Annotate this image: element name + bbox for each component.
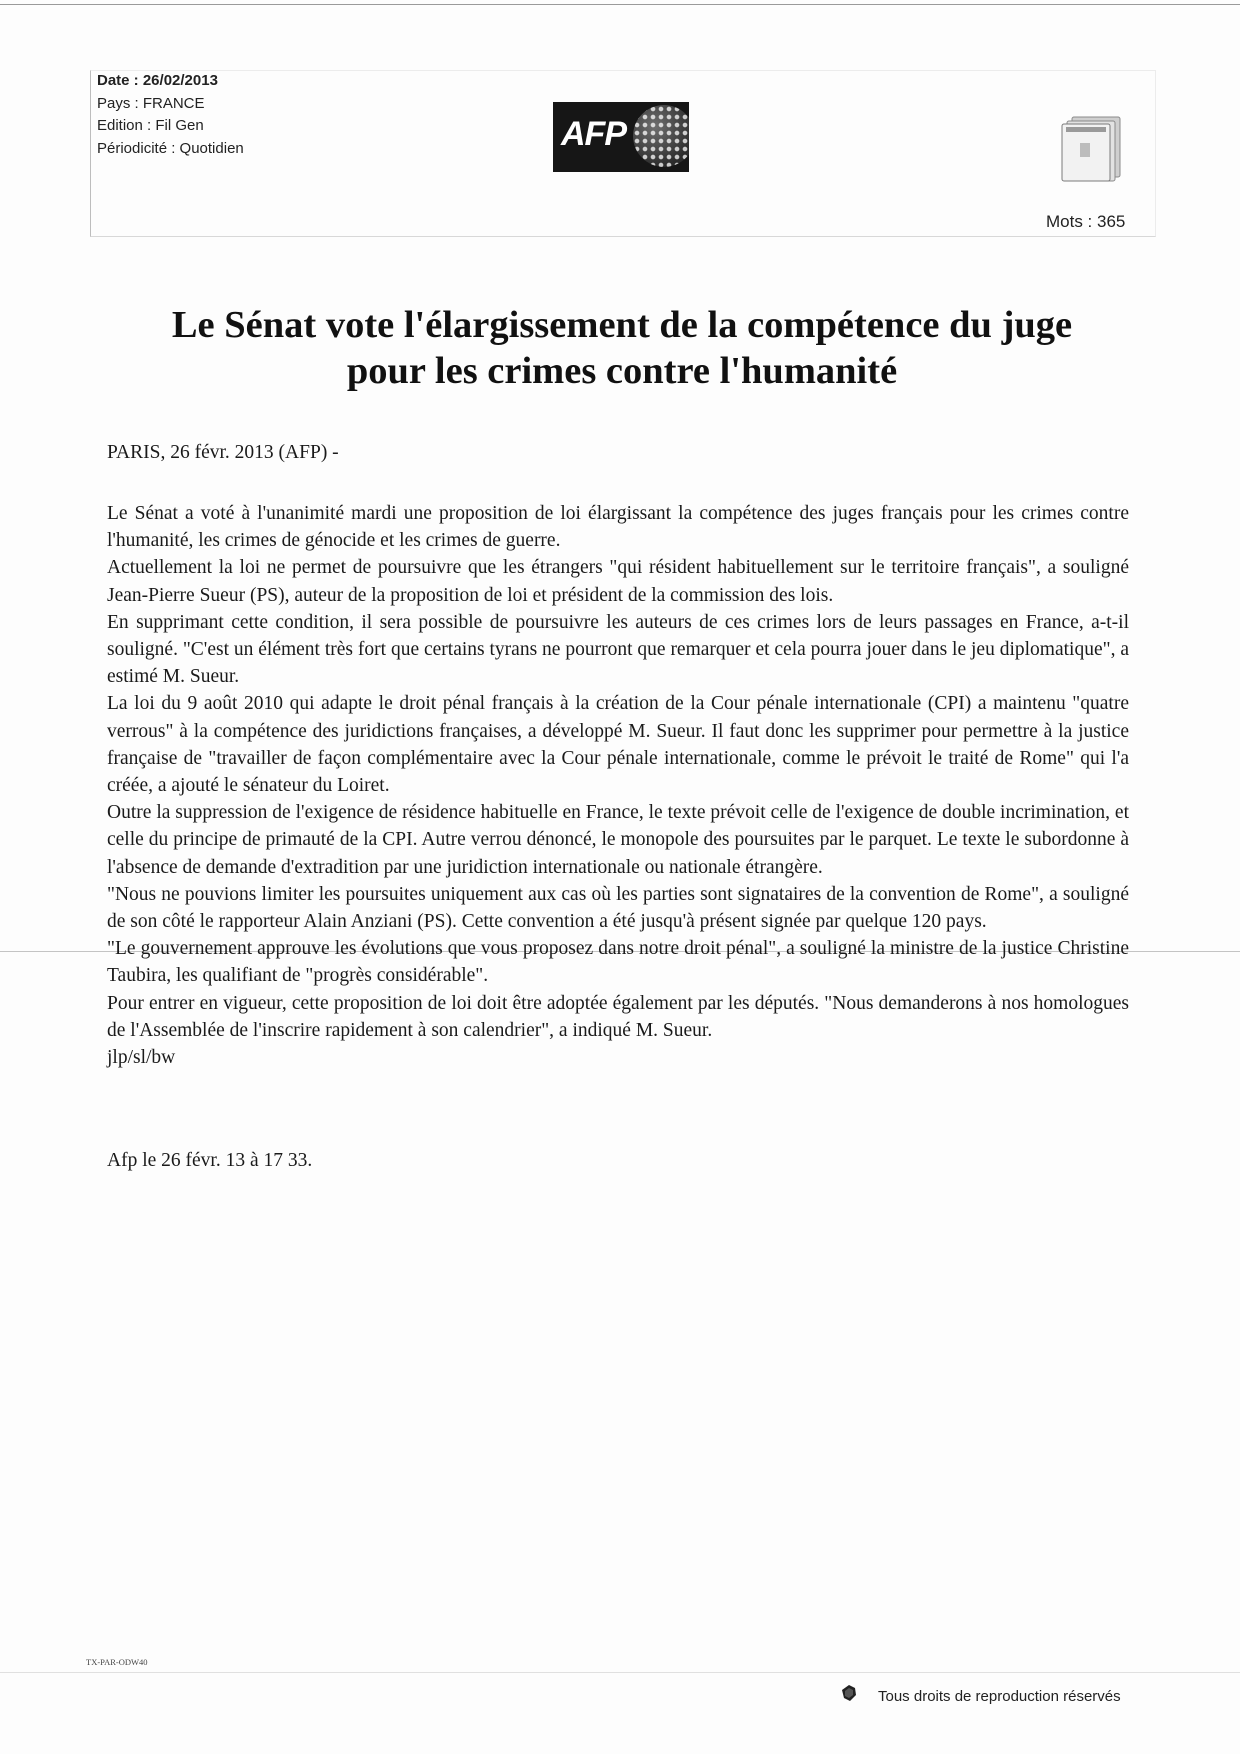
press-stack-icon — [1058, 113, 1124, 183]
meta-country: Pays : FRANCE — [97, 94, 205, 112]
word-count: Mots : 365 — [1046, 212, 1126, 231]
afp-logo — [553, 102, 689, 172]
meta-date: Date : 26/02/2013 — [97, 72, 218, 89]
article-paragraph: "Le gouvernement approuve les évolutions que vous proposez dans notre droit pénal", a souligné la ministre de la justice Christine Taubira, les qualifiant de "progrès considérable". — [107, 938, 1129, 987]
afp-logo-text: AFP — [561, 115, 626, 153]
meta-periodicity: Périodicité : Quotidien — [97, 139, 244, 157]
scan-edge-line — [0, 4, 1240, 5]
article-paragraph: Actuellement la loi ne permet de poursuivre que les étrangers "qui résident habituellement sur le territoire français", a souligné Jean-Pierre Sueur (PS), auteur de la proposition de loi et président de la commission des lois. — [107, 557, 1129, 606]
article-paragraph: "Nous ne pouvions limiter les poursuites uniquement aux cas où les parties sont signataires de la convention de Rome", a souligné de son côté le rapporteur Alain Anziani (PS). Cette convention a été jusqu'à présent signée par quelque 120 pays. — [107, 883, 1129, 933]
footer-divider — [0, 1672, 1240, 1673]
article-initials: jlp/sl/bw — [107, 1047, 176, 1069]
article-paragraph: En supprimant cette condition, il sera possible de poursuivre les auteurs de ces crimes lors de leurs passages en France, a-t-il souligné. "C'est un élément très fort que certains tyrans ne pourront que remarquer et cela pourra jouer dans le jeu diplomatique", a estimé M. Sueur. — [107, 611, 1129, 688]
meta-edition: Edition : Fil Gen — [97, 117, 204, 134]
rights-mark-icon — [842, 1685, 856, 1701]
article-paragraph: La loi du 9 août 2010 qui adapte le droit pénal français à la création de la Cour pénale internationale (CPI) a maintenu "quatre verrous" à la compétence des juridictions françaises, a développé M. Sueur. Il faut donc les supprimer pour permettre à la justice française de "travailler de façon complémentaire avec la Cour pénale internationale, comme le prévoit le traité de Rome" qui l'a créée, a ajouté le sénateur du Loiret. — [107, 693, 1129, 797]
article-title — [90, 302, 1154, 394]
article-dateline: PARIS, 26 févr. 2013 (AFP) - — [107, 442, 339, 463]
rights-notice: Tous droits de reproduction réservés — [878, 1688, 1121, 1705]
article-paragraph: Le Sénat a voté à l'unanimité mardi une proposition de loi élargissant la compétence des juges français pour les crimes contre l'humanité, les crimes de génocide et les crimes de guerre. — [107, 503, 1129, 552]
article-signoff: Afp le 26 févr. 13 à 17 33. — [107, 1150, 313, 1171]
reference-code: TX-PAR-ODW40 — [86, 1657, 148, 1667]
article-title-line-2: pour les crimes contre l'humanité — [346, 350, 898, 392]
article-body — [107, 500, 1129, 1071]
globe-icon — [633, 105, 689, 167]
article-title-line-1: Le Sénat vote l'élargissement de la compétence du juge — [171, 304, 1073, 346]
press-metadata — [97, 70, 244, 160]
article-paragraph: Pour entrer en vigueur, cette proposition de loi doit être adoptée également par les députés. "Nous demanderons à nos homologues de l'Assemblée de l'inscrire rapidement à son calendrier", a indiqué M. Sueur. — [107, 992, 1129, 1041]
article-paragraph: Outre la suppression de l'exigence de résidence habituelle en France, le texte prévoit celle de l'exigence de double incrimination, et celle du principe de primauté de la CPI. Autre verrou dénoncé, le monopole des poursuites par le parquet. Le texte le subordonne à l'absence de demande d'extradition par une juridiction internationale ou nationale étrangère. — [107, 802, 1129, 878]
